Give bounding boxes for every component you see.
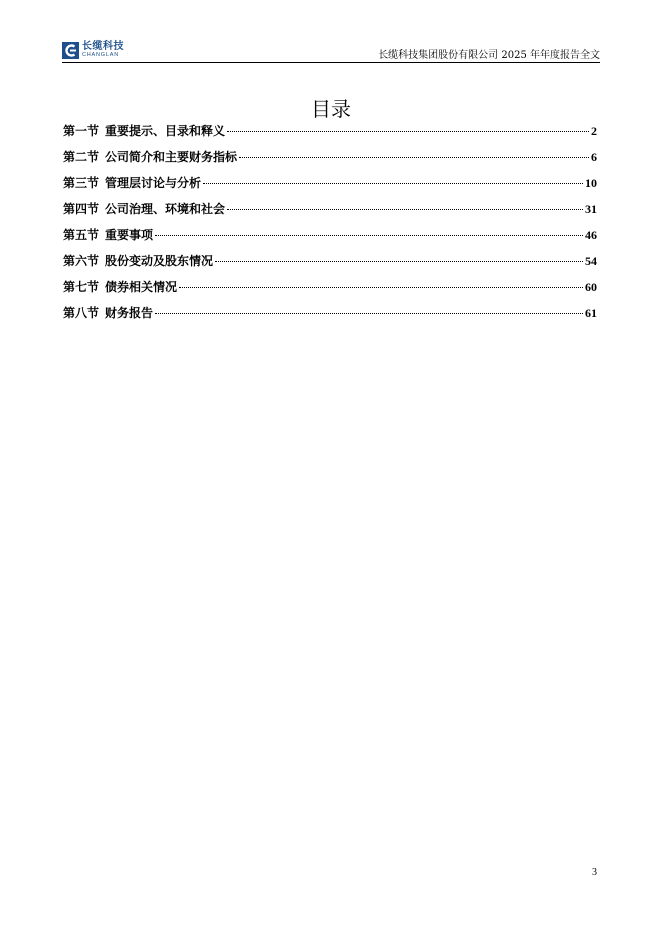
toc-entry[interactable]: [63, 123, 597, 149]
toc-section-name: 公司简介和主要财务指标: [105, 150, 238, 164]
company-logo: [62, 40, 124, 60]
toc-section-name: 股份变动及股东情况: [105, 254, 214, 268]
toc-page-number: 54: [585, 254, 597, 268]
toc-section-name: 管理层讨论与分析: [105, 176, 202, 190]
toc-section-number: 第三节: [63, 176, 100, 190]
toc-leader-dots: [155, 313, 583, 314]
toc-section-number: 第六节: [63, 254, 100, 268]
toc-leader-dots: [239, 157, 589, 158]
toc-section-number: 第八节: [63, 306, 100, 320]
toc-title: 目录: [311, 97, 351, 121]
toc-page-number: 6: [591, 150, 597, 164]
toc-section-name: 公司治理、环境和社会: [105, 202, 226, 216]
toc-entry[interactable]: [63, 227, 597, 253]
toc-entry[interactable]: [63, 305, 597, 331]
toc-page-number: 31: [585, 202, 597, 216]
toc-leader-dots: [179, 287, 583, 288]
toc-list: [63, 123, 597, 331]
toc-page-number: 61: [585, 306, 597, 320]
toc-leader-dots: [215, 261, 583, 262]
page-header: [62, 40, 600, 63]
toc-page-number: 46: [585, 228, 597, 242]
toc-section-number: 第七节: [63, 280, 100, 294]
toc-section-number: 第五节: [63, 228, 100, 242]
toc-section-name: 重要事项: [105, 228, 154, 242]
toc-section-number: 第四节: [63, 202, 100, 216]
toc-section-name: 财务报告: [105, 306, 154, 320]
toc-section-number: 第一节: [63, 124, 100, 138]
toc-leader-dots: [203, 183, 583, 184]
page-number: 3: [592, 867, 597, 878]
toc-entry[interactable]: [63, 279, 597, 305]
toc-entry[interactable]: [63, 175, 597, 201]
changlan-logo-icon: [62, 42, 79, 59]
toc-leader-dots: [227, 209, 583, 210]
report-title: 长缆科技集团股份有限公司 2025 年年度报告全文: [378, 50, 600, 61]
toc-section-number: 第二节: [63, 150, 100, 164]
logo-chinese-text: 长缆科技: [82, 40, 124, 52]
toc-entry[interactable]: [63, 149, 597, 175]
toc-page-number: 60: [585, 280, 597, 294]
toc-entry[interactable]: [63, 253, 597, 279]
toc-page-number: 10: [585, 176, 597, 190]
toc-page-number: 2: [591, 124, 597, 138]
toc-section-name: 债券相关情况: [105, 280, 178, 294]
logo-english-text: CHANGLAN: [82, 51, 119, 58]
toc-leader-dots: [227, 131, 589, 132]
toc-section-name: 重要提示、目录和释义: [105, 124, 226, 138]
toc-leader-dots: [155, 235, 583, 236]
toc-entry[interactable]: [63, 201, 597, 227]
